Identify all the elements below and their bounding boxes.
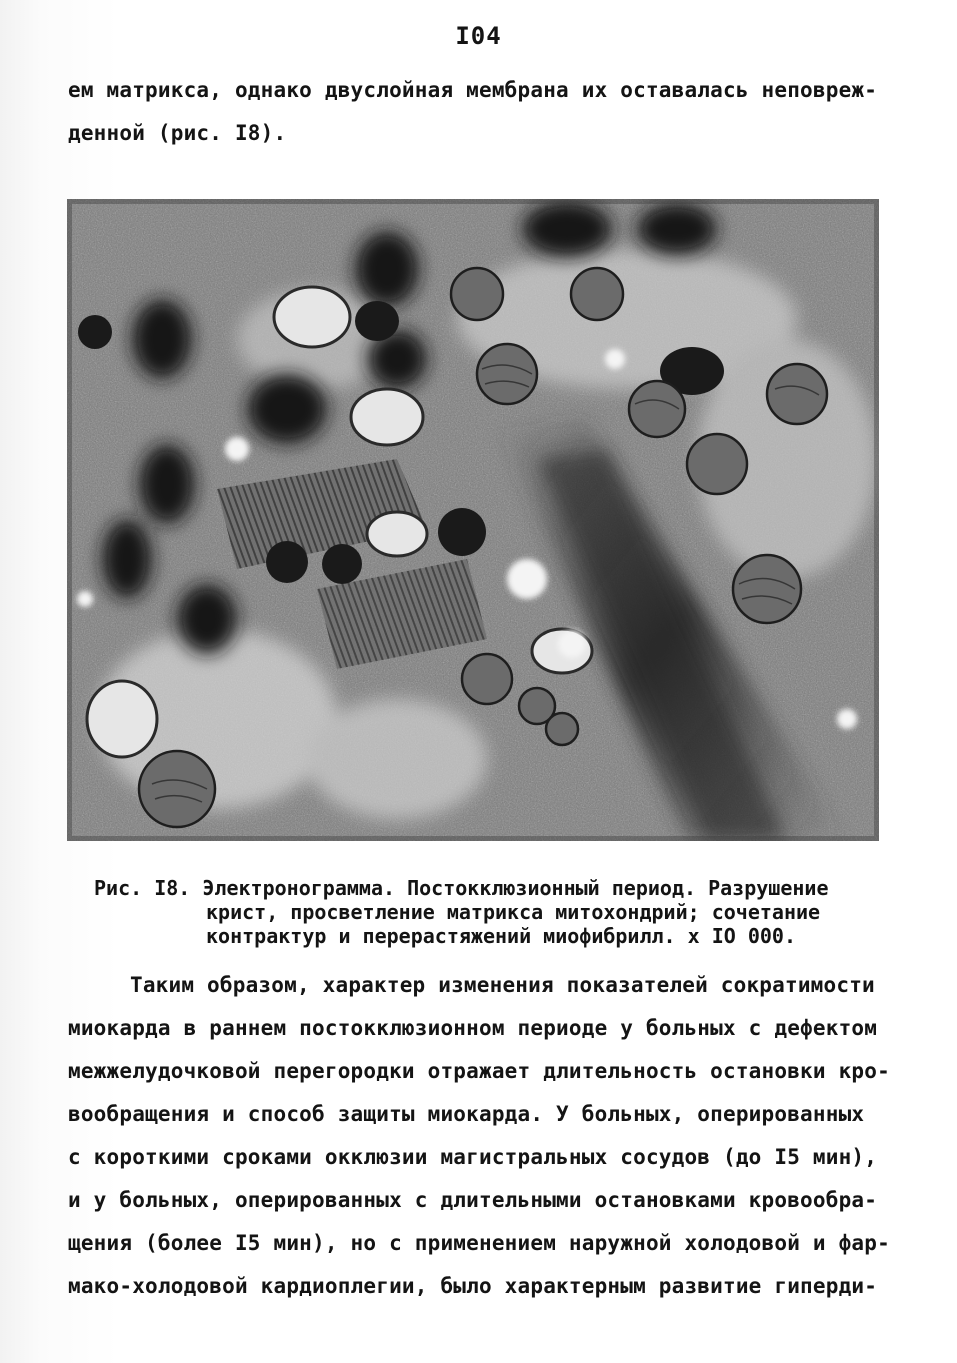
intro-line-1: ем матрикса, однако двуслойная мембрана их оставалась неповреж- <box>68 78 878 102</box>
electron-micrograph <box>67 199 879 841</box>
body-line-4: вообращения и способ защиты миокарда. У больных, оперированных <box>68 1102 865 1126</box>
body-line-5: с короткими сроками окклюзии магистральных сосудов (до I5 мин), <box>68 1145 878 1169</box>
figure-caption-line-1: Рис. I8. Электронограмма. Постокклюзионный период. Разрушение <box>94 876 829 900</box>
figure-caption-line-2: крист, просветление матрикса митохондрий; сочетание <box>206 900 821 924</box>
body-line-6: и у больных, оперированных с длительными остановками кровообра- <box>68 1188 878 1212</box>
body-line-2: миокарда в раннем постокклюзионном периоде у больных с дефектом <box>68 1016 878 1040</box>
body-line-7: щения (более I5 мин), но с применением наружной холодовой и фар- <box>68 1231 890 1255</box>
figure-caption-line-3: контрактур и перерастяжений миофибрилл. х IO 000. <box>206 924 797 948</box>
body-line-3: межжелудочковой перегородки отражает длительность остановки кро- <box>68 1059 890 1083</box>
micrograph-image <box>67 199 879 841</box>
body-line-8: мако-холодовой кардиоплегии, было характерным развитие гиперди- <box>68 1274 878 1298</box>
intro-line-2: денной (рис. I8). <box>68 121 287 145</box>
body-line-1: Таким образом, характер изменения показателей сократимости <box>130 973 875 997</box>
page-number: I04 <box>455 22 502 50</box>
